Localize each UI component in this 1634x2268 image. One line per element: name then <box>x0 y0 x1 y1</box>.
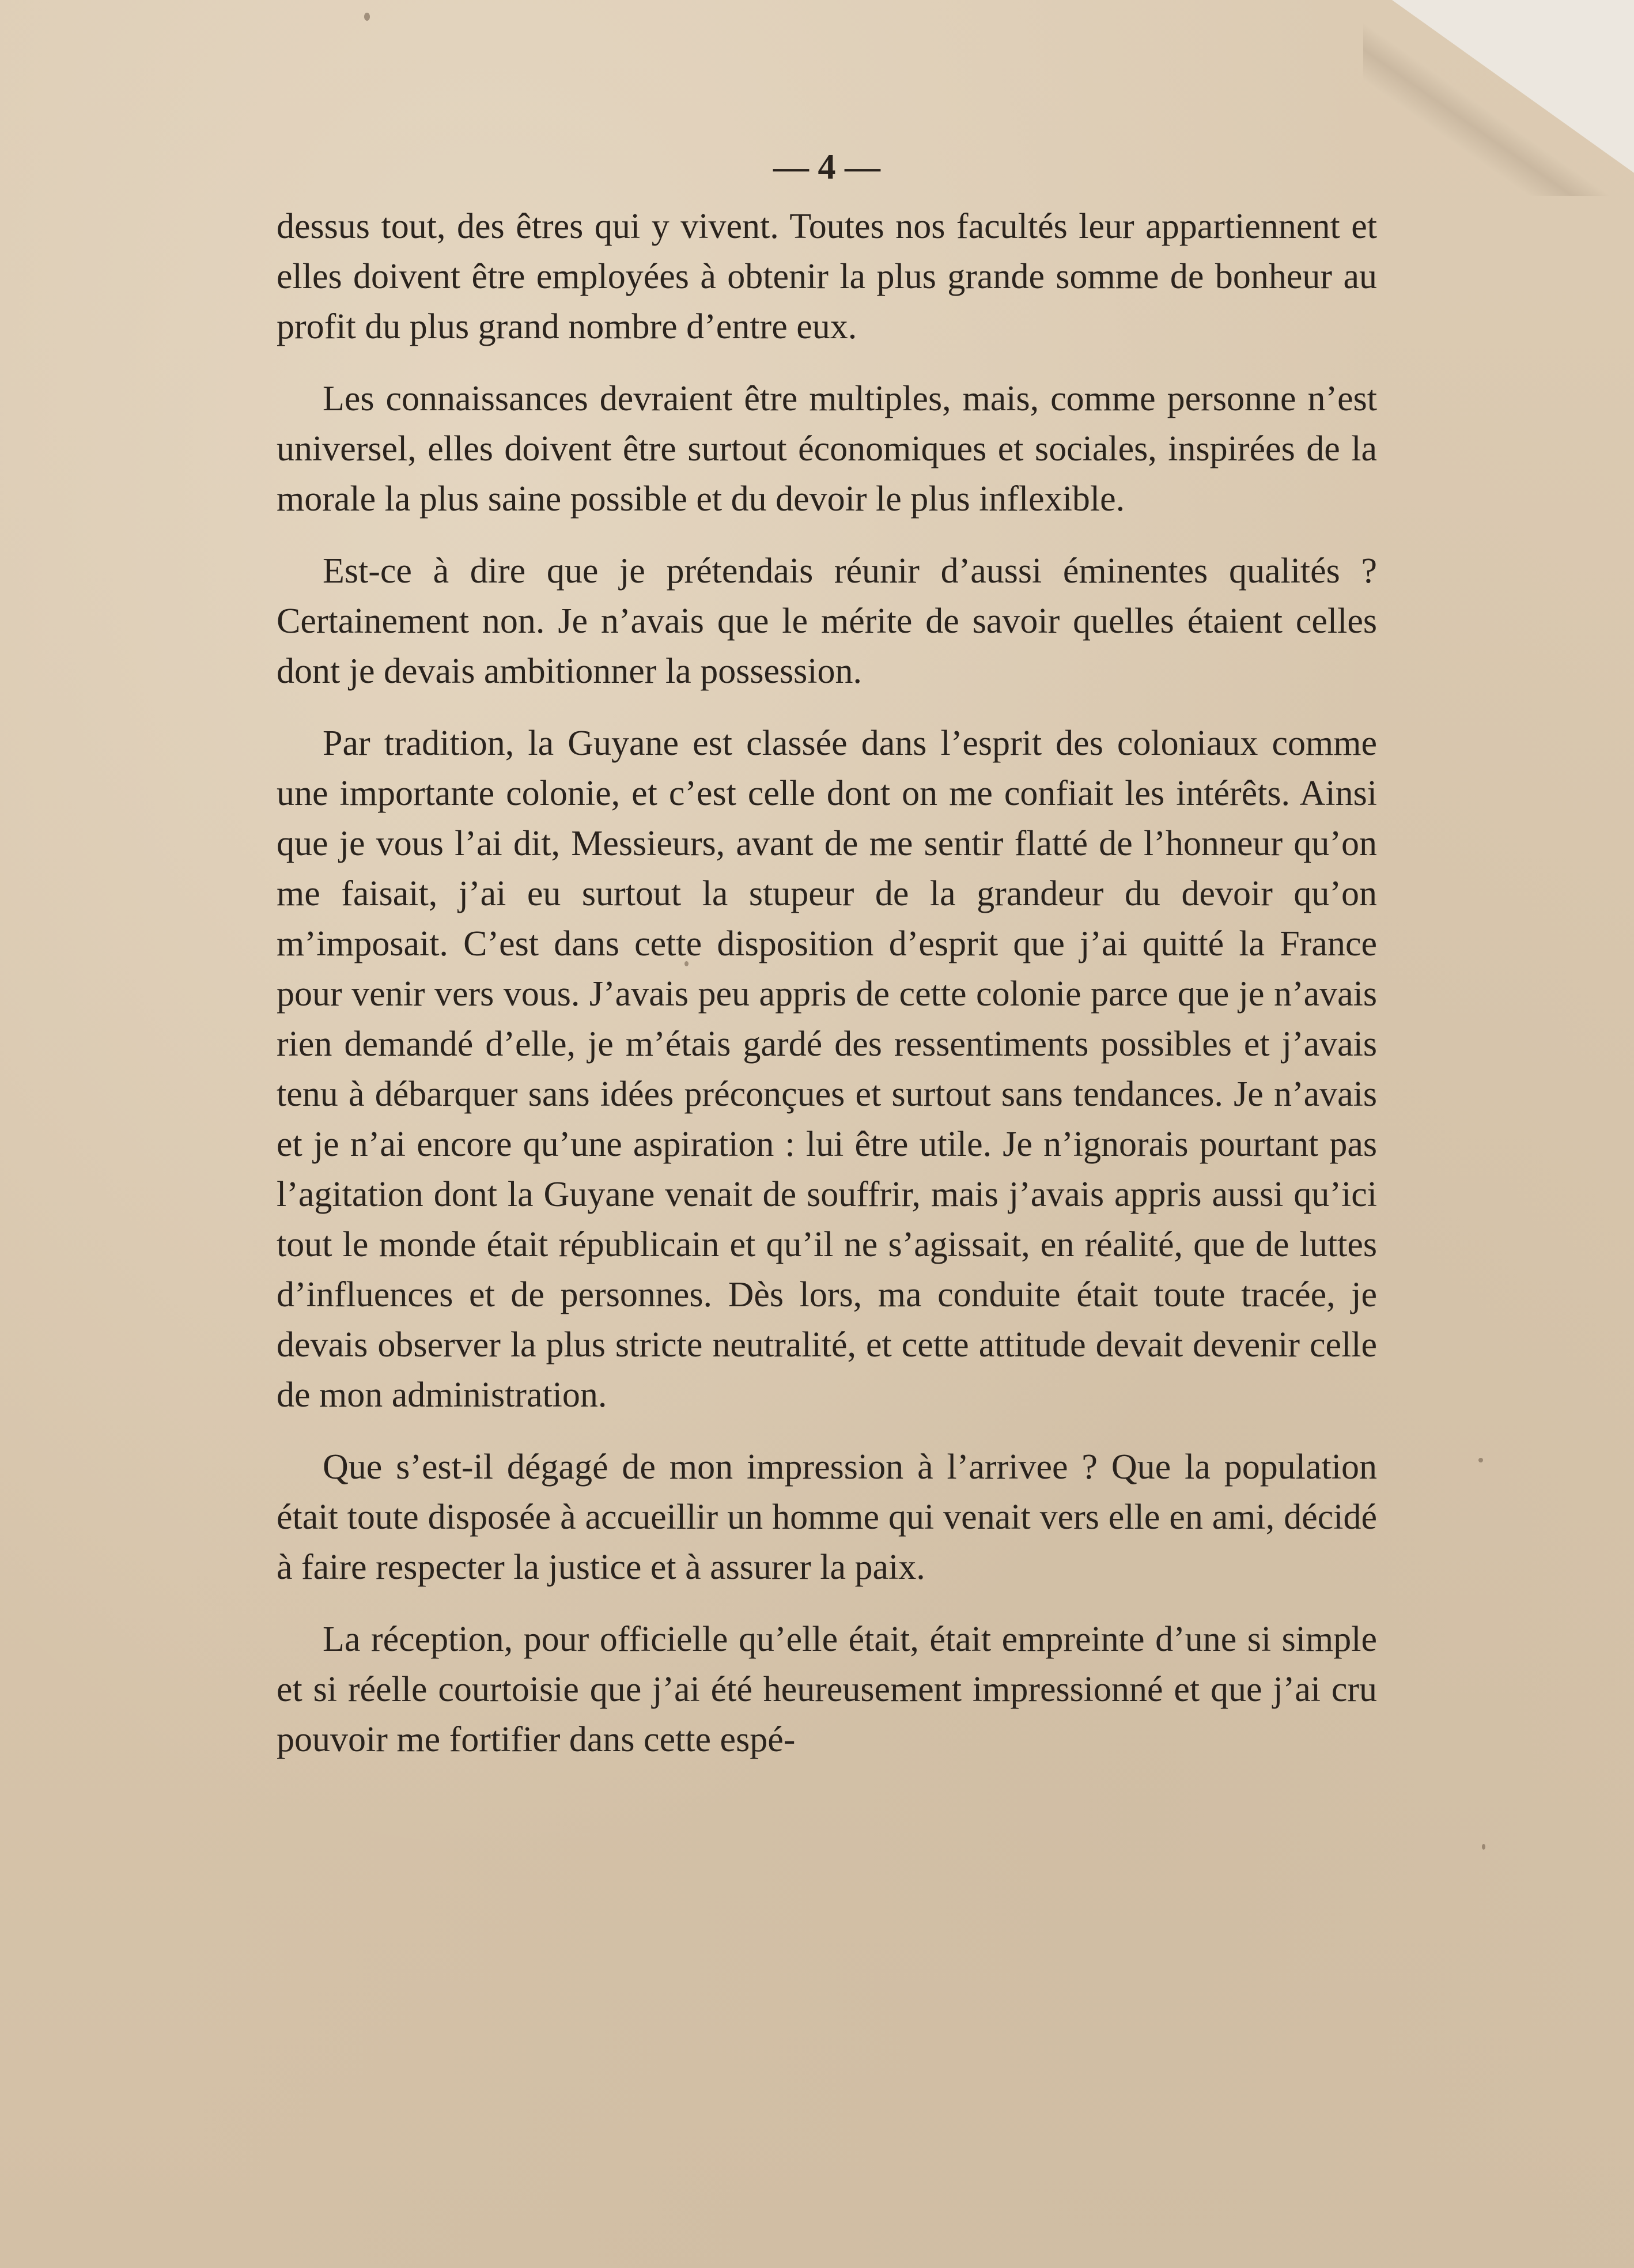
paragraph-1: dessus tout, des êtres qui y vivent. Toutes nos facultés leur appartiennent et elles doivent être employées à obtenir la plus grande somme de bonheur au profit du plus grand nombre d’entre eux. <box>277 207 1377 346</box>
paper-speck <box>1478 1458 1483 1462</box>
paragraph-4: Par tradition, la Guyane est classée dans l’esprit des coloniaux comme une importante colonie, et c’est celle dont on me confiait les intérêts. Ainsi que je vous l’ai dit, Messieurs, avant de me sentir flatté de l’honneur qu’on me faisait, j’ai eu surtout la stupeur de la grandeur du devoir qu’on m’imposait. C’est dans cette disposition d’esprit que j’ai quitté la France pour venir vers vous. J’avais peu appris de cette colonie parce que je n’avais rien demandé d’elle, je m’étais gardé des ressentiments possibles et j’avais tenu à débarquer sans idées préconçues et surtout sans tendances. Je n’avais et je n’ai encore qu’une aspiration : lui être utile. Je n’ignorais pourtant pas l’agitation dont la Guyane venait de souffrir, mais j’avais appris aussi qu’ici tout le monde était républicain et qu’il ne s’agissait, en réalité, que de luttes d’influences et de personnes. Dès lors, ma conduite était toute tracée, je devais observer la plus stricte neutralité, et cette attitude devait devenir celle de mon administration. <box>277 724 1377 1415</box>
text-column <box>277 144 1377 1787</box>
paragraph-3: Est-ce à dire que je prétendais réunir d’aussi éminentes qualités ? Certainement non. Je n’avais que le mérite de savoir quelles étaient celles dont je devais ambitionner la possession. <box>277 551 1377 691</box>
paper-speck <box>1482 1844 1485 1850</box>
paragraph-6: La réception, pour officielle qu’elle était, était empreinte d’une si simple et si réelle courtoisie que j’ai été heureusement impressionné et que j’ai cru pouvoir me fortifier dans cette espé- <box>277 1620 1377 1759</box>
paragraph-2: Les connaissances devraient être multiples, mais, comme personne n’est universel, elles doivent être surtout économiques et sociales, inspirées de la morale la plus saine possible et du devoir le plus inflexible. <box>277 379 1377 519</box>
page-number: — 4 — <box>773 148 880 187</box>
corner-fold <box>1392 0 1634 173</box>
paper-speck <box>364 13 370 21</box>
paragraph-5: Que s’est-il dégagé de mon impression à l’arrivee ? Que la population était toute disposée à accueillir un homme qui venait vers elle en ami, décidé à faire respecter la justice et à assurer la paix. <box>277 1447 1377 1587</box>
